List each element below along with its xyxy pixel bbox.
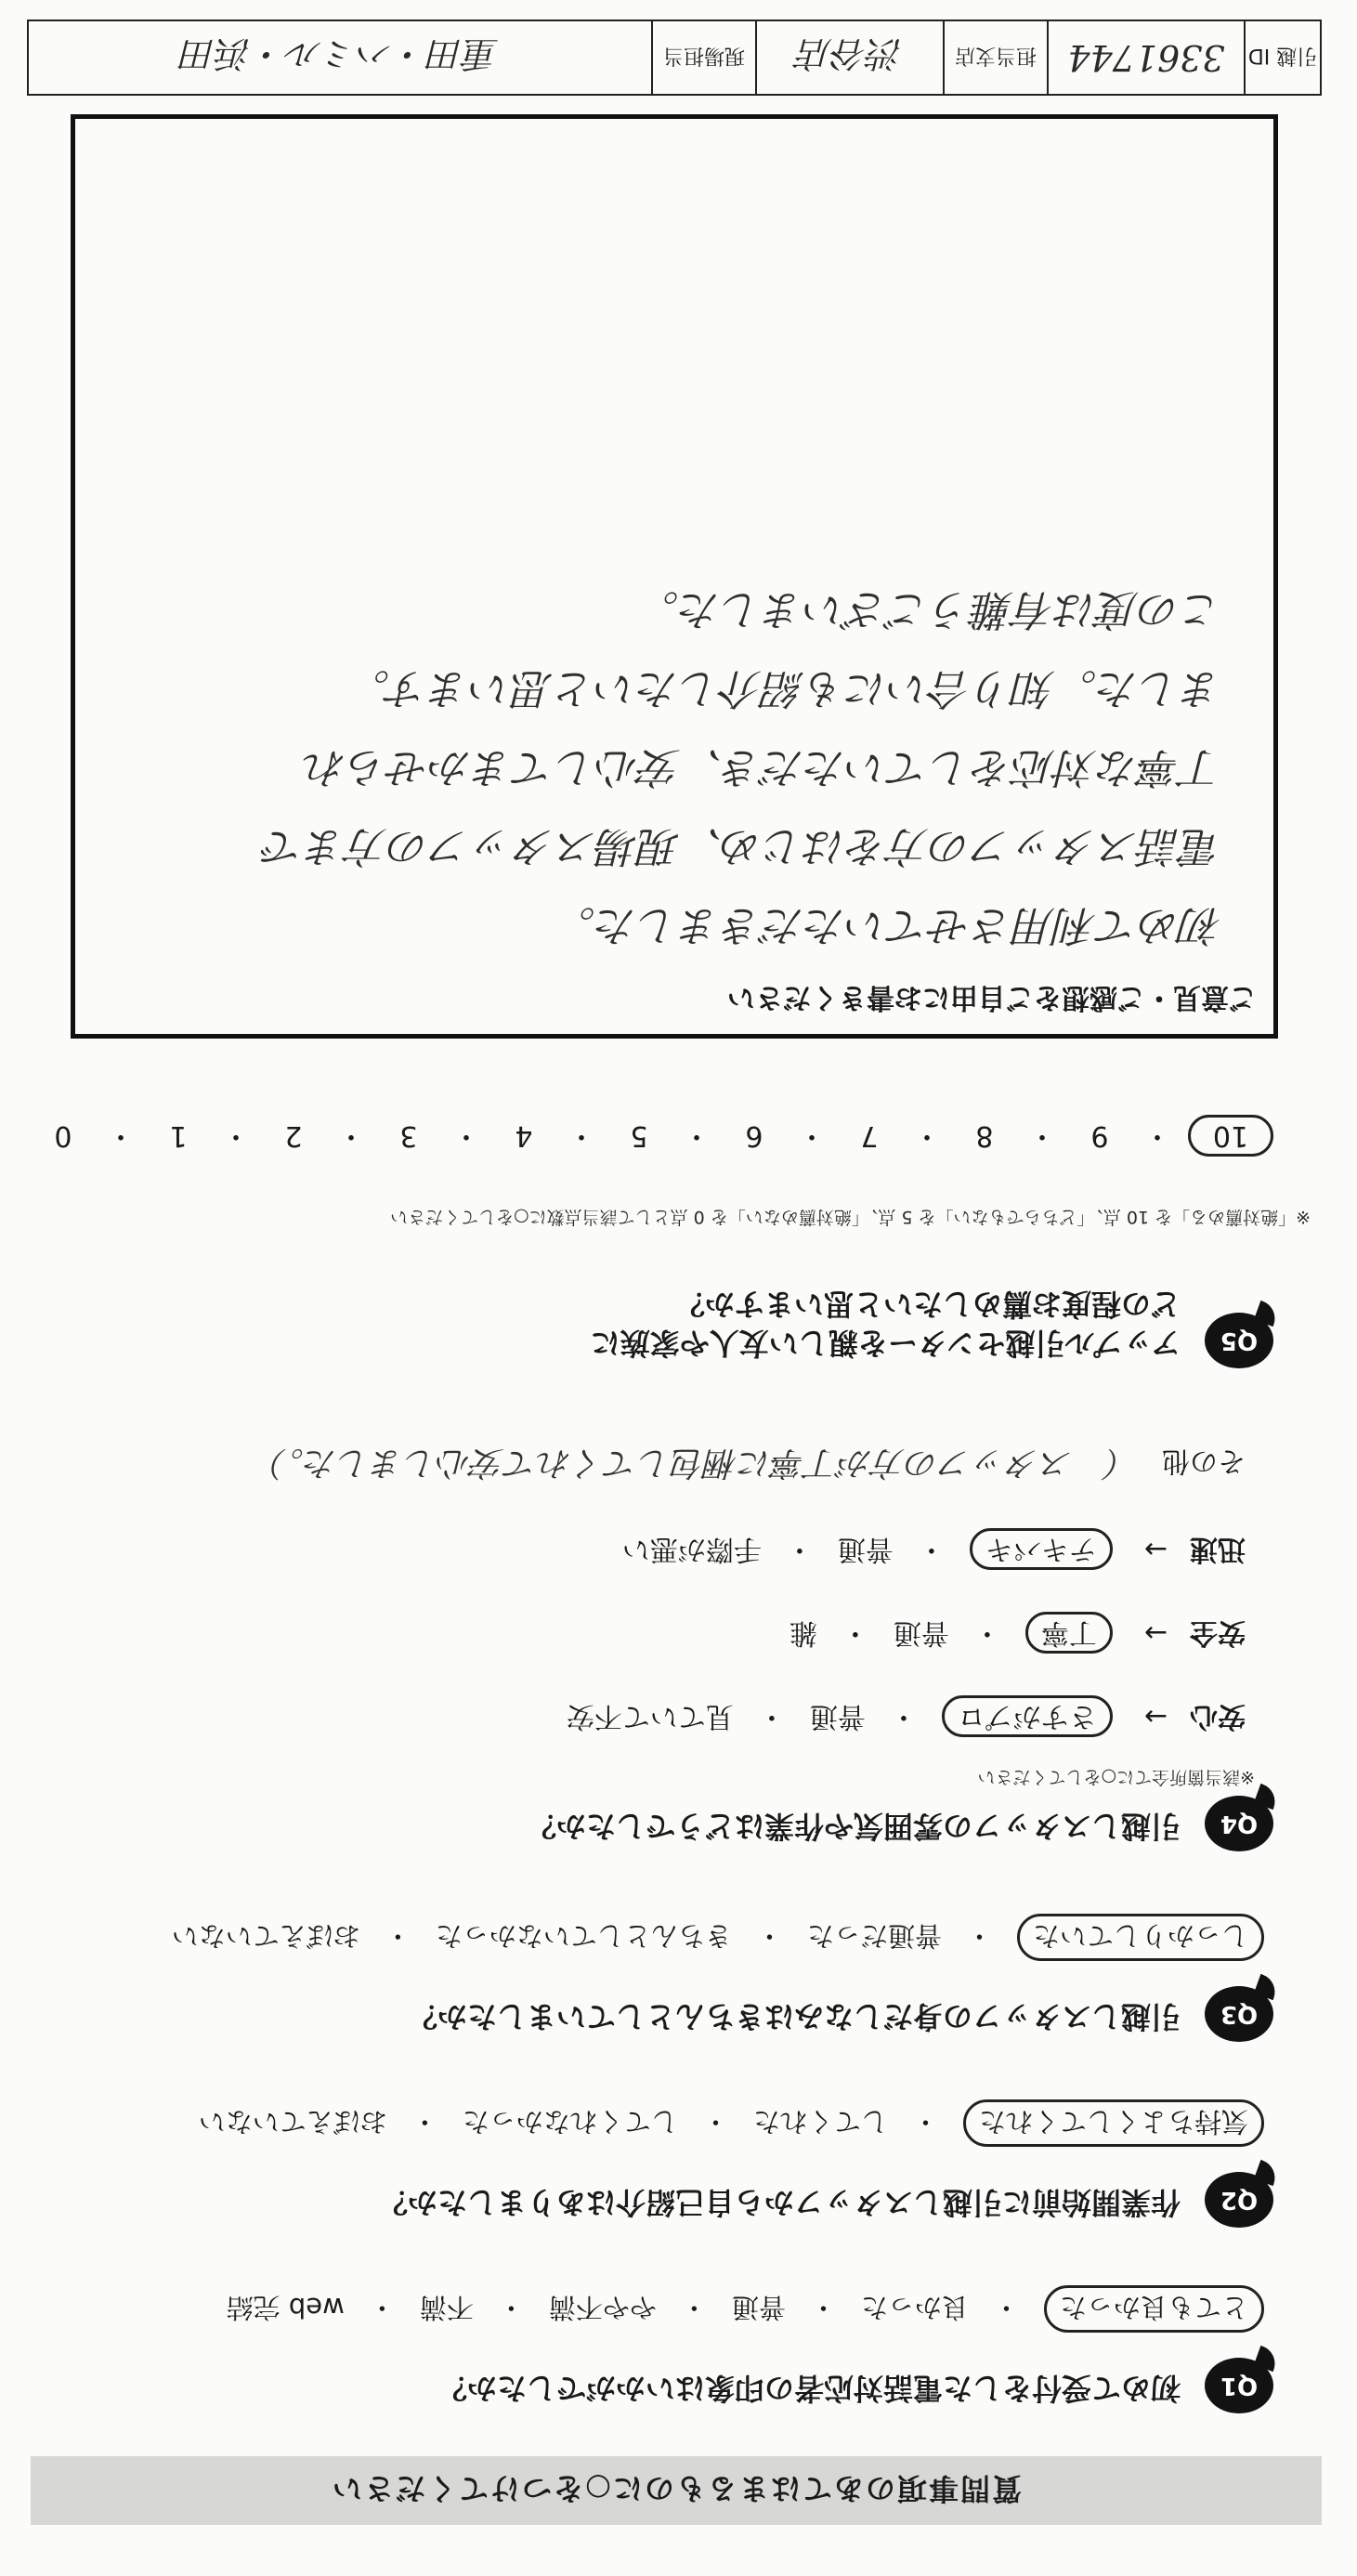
q4-note: ※該当箇所全てに○をしてください <box>977 1767 1255 1787</box>
q3-option-3[interactable]: きちんとしていなかった <box>435 1920 732 1952</box>
q4-row3-label: 迅速 <box>1190 1533 1246 1565</box>
q3-option-1[interactable]: しっかりしていた <box>1017 1914 1264 1961</box>
q3-option-2[interactable]: 普通だった <box>806 1920 942 1952</box>
q4-text: 引越しスタッフの雰囲気や作業はどうでしたか？ <box>526 1809 1181 1844</box>
q4-row1-option-1[interactable]: さすがプロ <box>942 1695 1113 1737</box>
q2-options: 気持ちよくしてくれた・してくれた・してくれなかった・おぼえていない <box>199 2099 1264 2147</box>
branch-label: 担当支店 <box>943 21 1047 94</box>
q4-row2-option-2[interactable]: 普通 <box>893 1616 949 1649</box>
q5-score-4[interactable]: 4 <box>515 1119 533 1152</box>
q4-row3-option-3[interactable]: 手際が悪い <box>621 1533 762 1565</box>
q1-option-5[interactable]: 不満 <box>419 2292 474 2323</box>
comment-line-2: 電話スタッフの方をはじめ、現場スタッフの方まで <box>262 822 1222 871</box>
q1-option-4[interactable]: やや不満 <box>548 2292 657 2323</box>
q5-score-6[interactable]: 6 <box>745 1119 763 1152</box>
q5-note: ※「絶対薦める」を 10 点、「どちらでもない」を 5 点、「絶対薦めない」を 0 点として該当点数に○をしてください <box>390 1207 1311 1227</box>
q4-row1-label: 安心 <box>1190 1700 1246 1733</box>
q5-scale: 10・9・8・7・6・5・4・3・2・1・0 <box>36 1115 1273 1159</box>
q1-options: とても良かった・良かった・普通・やや不満・不満・web 完結 <box>227 2285 1264 2333</box>
q3-text: 引越しスタッフの身だしなみはきちんとしていましたか？ <box>407 1999 1181 2034</box>
q5-score-8[interactable]: 8 <box>975 1119 994 1152</box>
q4-badge: Q4 <box>1205 1796 1273 1851</box>
comment-line-5: この度は有難うございました。 <box>636 585 1222 634</box>
q5-score-7[interactable]: 7 <box>860 1119 879 1152</box>
q4-other-text[interactable]: （ スタッフの方が丁寧に梱包してくれて安心しました。） <box>253 1444 1140 1482</box>
q2-badge: Q2 <box>1205 2172 1273 2228</box>
q4-row2-option-1[interactable]: 丁寧 <box>1025 1612 1113 1654</box>
q5-line1: アップル引越センターを親しい友人や家族に <box>590 1326 1181 1361</box>
comment-line-1: 初めて利用させていただきました。 <box>553 901 1222 950</box>
q4-row2-label: 安全 <box>1190 1616 1246 1649</box>
comment-box[interactable] <box>71 114 1278 1039</box>
move-id-label: 引越 ID <box>1244 21 1320 94</box>
q4-row-anshin: 安心→さすがプロ・普通・見ていて不安 <box>567 1699 1246 1740</box>
q2-option-3[interactable]: してくれなかった <box>462 2106 678 2138</box>
q5-score-5[interactable]: 5 <box>630 1119 648 1152</box>
q1-option-3[interactable]: 普通 <box>731 2292 786 2323</box>
q5-line2: どの程度お薦めしたいと思いますか？ <box>674 1287 1181 1322</box>
q4-row3-option-2[interactable]: 普通 <box>837 1533 894 1565</box>
q5-score-1[interactable]: 1 <box>169 1119 188 1152</box>
q2-option-2[interactable]: してくれた <box>752 2106 888 2138</box>
instruction-text: 質問事項のあてはまるものに○をつけてください <box>331 2471 1022 2506</box>
q1-badge: Q1 <box>1205 2358 1273 2413</box>
instruction-banner <box>31 2456 1322 2525</box>
q5-score-2[interactable]: 2 <box>284 1119 303 1152</box>
q2-text: 作業開始前に引越しスタッフから自己紹介はありましたか？ <box>377 2185 1181 2220</box>
q4-row1-option-2[interactable]: 普通 <box>809 1700 866 1733</box>
q4-row-jinsoku: 迅速→テキパキ・普通・手際が悪い <box>622 1532 1246 1573</box>
arrow-right-icon: → <box>1143 1616 1168 1649</box>
move-id-value: 3361744 <box>1047 21 1244 94</box>
q4-row-anzen: 安全→丁寧・普通・雑 <box>789 1615 1246 1656</box>
arrow-right-icon: → <box>1143 1700 1168 1733</box>
comment-line-3: 丁寧な対応をしていただき、安心してまかせられ <box>304 743 1222 792</box>
leader-label: 現場担当 <box>651 21 755 94</box>
leader-value: 重田・ハミル・浜田 <box>181 33 500 75</box>
info-table <box>27 20 1322 96</box>
q4-other <box>254 1442 1246 1489</box>
q4-row3-option-1[interactable]: テキパキ <box>970 1528 1113 1570</box>
q1-text: 初めて受付をした電話対応者の印象はいかがでしたか？ <box>437 2371 1181 2406</box>
q4-other-label: その他 <box>1162 1445 1246 1477</box>
arrow-right-icon: → <box>1143 1533 1168 1565</box>
q3-badge: Q3 <box>1205 1986 1273 2042</box>
q1-option-1[interactable]: とても良かった <box>1044 2285 1264 2333</box>
q3-option-4[interactable]: おぼえていない <box>171 1920 360 1952</box>
q2-option-1[interactable]: 気持ちよくしてくれた <box>963 2099 1264 2147</box>
q5-score-10[interactable]: 10 <box>1188 1115 1273 1157</box>
q4-row1-option-3[interactable]: 見ていて不安 <box>566 1700 734 1733</box>
q2-option-4[interactable]: おぼえていない <box>198 2106 387 2138</box>
q4-row2-option-3[interactable]: 雑 <box>789 1616 817 1649</box>
q5-badge: Q5 <box>1205 1313 1273 1368</box>
q1-option-6[interactable]: web 完結 <box>226 2292 345 2323</box>
q1-option-2[interactable]: 良かった <box>860 2292 969 2323</box>
comment-line-4: ました。知り合いにも紹介したいと思います。 <box>347 664 1222 713</box>
comment-title: ご意見・ご感想をご自由にお書きください <box>727 981 1257 1013</box>
q5-score-3[interactable]: 3 <box>399 1119 418 1152</box>
branch-value: 渋谷店 <box>755 21 943 94</box>
q5-score-9[interactable]: 9 <box>1090 1119 1109 1152</box>
q3-options: しっかりしていた・普通だった・きちんとしていなかった・おぼえていない <box>172 1914 1264 1961</box>
q5-score-0[interactable]: 0 <box>54 1119 72 1152</box>
